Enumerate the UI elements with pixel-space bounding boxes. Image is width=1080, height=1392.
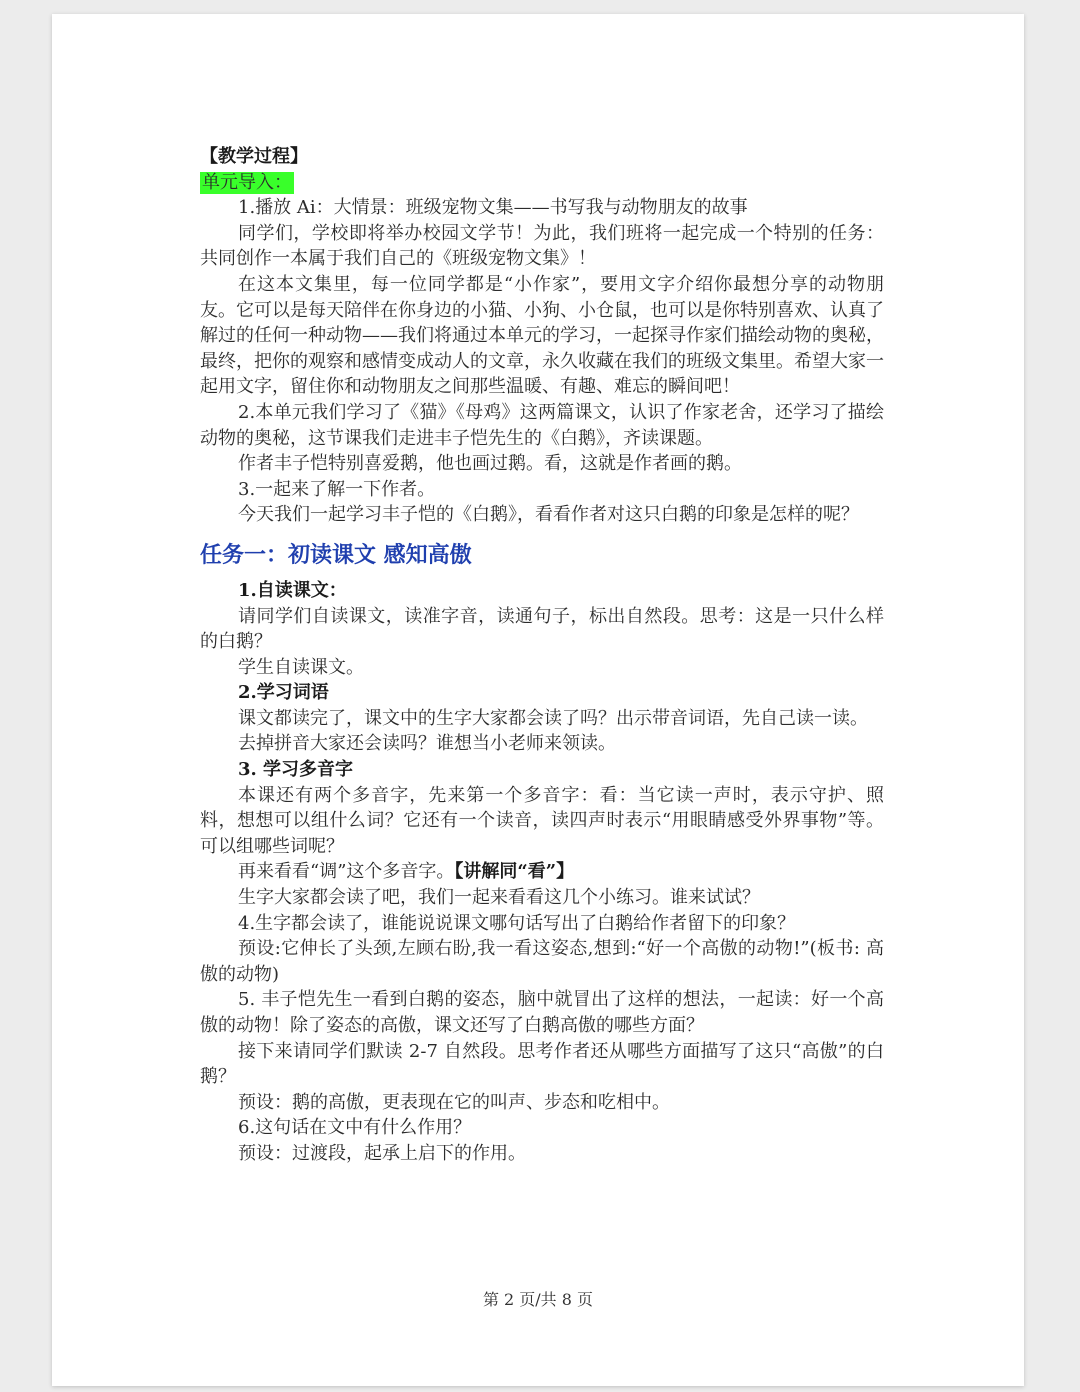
paragraph: 去掉拼音大家还会读吗？谁想当小老师来领读。 [238, 733, 616, 755]
paragraph: 预设：过渡段，起承上启下的作用。 [238, 1142, 526, 1164]
paragraph: 接下来请同学们默读 2-7 自然段。思考作者还从哪些方面描写了这只“高傲”的白鹅？ [200, 1040, 884, 1088]
paragraph: 请同学们自读课文，读准字音，读通句子，标出自然段。思考：这是一只什么样的白鹅？ [200, 605, 884, 653]
paragraph: 预设：鹅的高傲，更表现在它的叫声、步态和吃相中。 [238, 1091, 670, 1113]
document-page [52, 14, 1024, 1386]
unit-intro-highlight: 单元导入： [202, 171, 292, 193]
page-content [200, 144, 884, 1167]
section-title: 【教学过程】 [200, 146, 308, 167]
paragraph: 生字大家都会读了吧，我们一起来看看这几个小练习。谁来试试？ [238, 887, 760, 909]
bold-note: 【讲解同“看”】 [454, 861, 575, 883]
paragraph-text: 再来看看“调”这个多音字。 [238, 861, 455, 883]
subheading: 2.学习词语 [238, 682, 329, 704]
paragraph [200, 859, 884, 885]
paragraph: 学生自读课文。 [238, 656, 364, 678]
paragraph: 作者丰子恺特别喜爱鹅，他也画过鹅。看，这就是作者画的鹅。 [238, 453, 742, 475]
paragraph: 课文都读完了，课文中的生字大家都会读了吗？出示带音词语，先自己读一读。 [238, 707, 868, 729]
page-footer: 第 2 页/共 8 页 [482, 1290, 594, 1309]
paragraph: 同学们，学校即将举办校园文学节！为此，我们班将一起完成一个特别的任务：共同创作一本属于我们自己的《班级宠物文集》！ [200, 222, 884, 270]
paragraph: 今天我们一起学习丰子恺的《白鹅》，看看作者对这只白鹅的印象是怎样的呢？ [238, 504, 859, 526]
task-heading: 任务一：初读课文 感知高傲 [200, 541, 472, 568]
paragraph: 在这本文集里，每一位同学都是“小作家”，要用文字介绍你最想分享的动物朋友。它可以是每天陪伴在你身边的小猫、小狗、小仓鼠，也可以是你特别喜欢、认真了解过的任何一种动物——我们将通过本单元的学习，一起探寻作家们描绘动物的奥秘，最终，把你的观察和感情变成动人的文章，永久收藏在我们的班级文集里。希望大家一起用文字，留住你和动物朋友之间那些温暖、有趣、难忘的瞬间吧！ [200, 273, 884, 398]
paragraph: 3.一起来了解一下作者。 [238, 478, 436, 500]
paragraph: 本课还有两个多音字，先来第一个多音字：看：当它读一声时，表示守护、照料，想想可以组什么词？它还有一个读音，读四声时表示“用眼睛感受外界事物”等。可以组哪些词呢？ [200, 784, 884, 857]
subheading: 1.自读课文： [238, 579, 347, 601]
subheading: 3. 学习多音字 [238, 759, 354, 781]
paragraph: 1.播放 Ai：大情景：班级宠物文集——书写我与动物朋友的故事 [238, 197, 748, 219]
unit-intro-line [200, 170, 884, 196]
paragraph: 4.生字都会读了，谁能说说课文哪句话写出了白鹅给作者留下的印象？ [238, 912, 796, 934]
paragraph: 2.本单元我们学习了《猫》《母鸡》这两篇课文，认识了作家老舍，还学习了描绘动物的奥秘，这节课我们走进丰子恺先生的《白鹅》，齐读课题。 [200, 401, 884, 449]
paragraph: 6.这句话在文中有什么作用？ [238, 1117, 472, 1139]
paragraph: 5. 丰子恺先生一看到白鹅的姿态，脑中就冒出了这样的想法，一起读：好一个高傲的动物！除了姿态的高傲，课文还写了白鹅高傲的哪些方面？ [200, 989, 884, 1036]
paragraph: 预设:它伸长了头颈,左顾右盼,我一看这姿态,想到:“好一个高傲的动物!”(板书: 高傲的动物) [200, 938, 884, 985]
